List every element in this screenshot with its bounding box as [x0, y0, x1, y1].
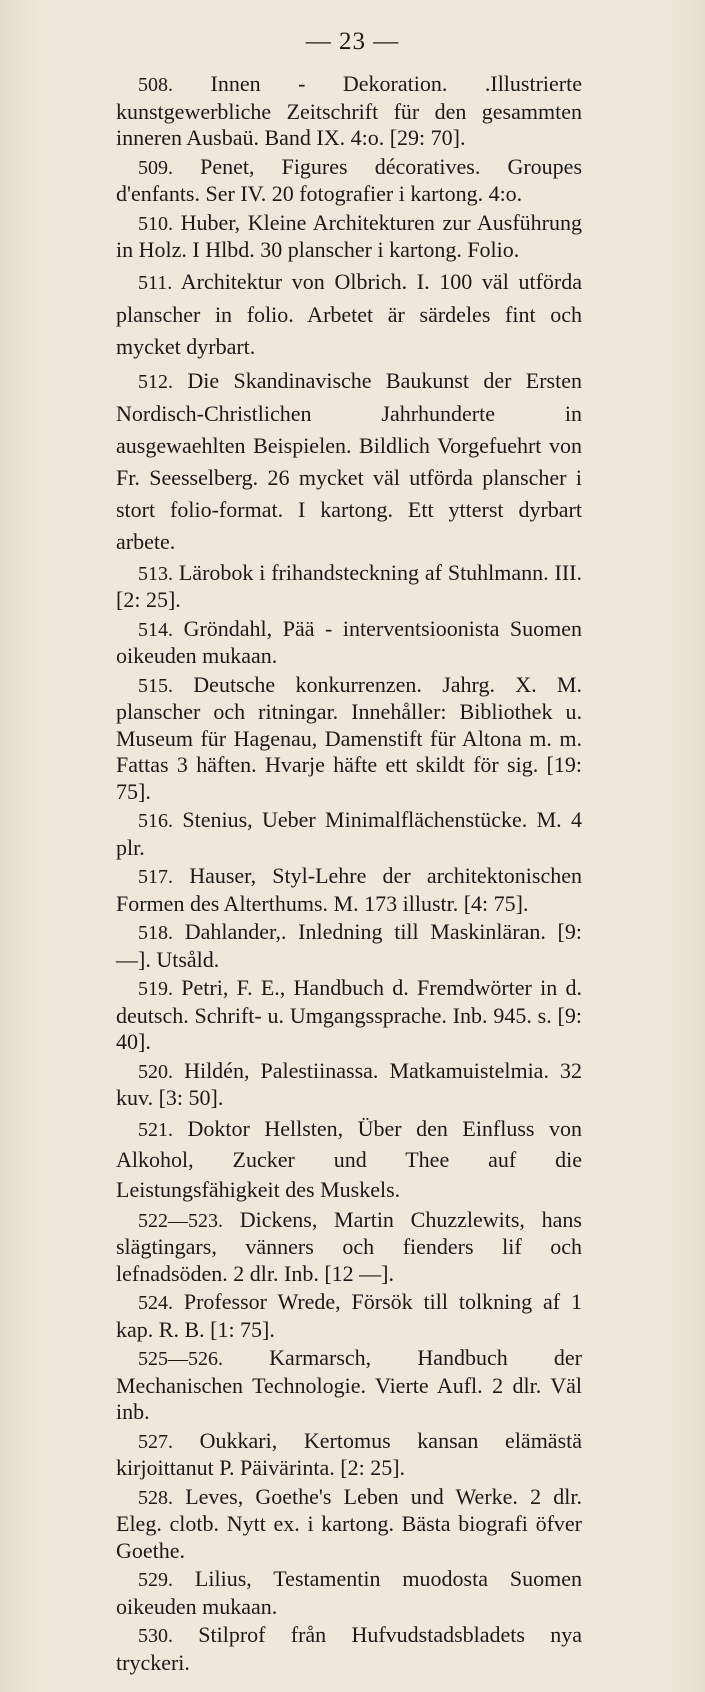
- entry-number: 518.: [138, 922, 173, 944]
- entry-516: [116, 807, 582, 861]
- entry-text: Penet, Figures décoratives. Groupes d'enfants. Ser IV. 20 fotografier i kartong. 4:o.: [116, 153, 583, 206]
- entry-number: 521.: [138, 1118, 173, 1141]
- entry-text: Architektur von Olbrich. I. 100 väl utförda planscher in folio. Arbetet är särdeles fint och mycket dyrbart.: [116, 268, 582, 359]
- entry-text: Innen - Dekoration. .Illustrierte kunstgewerbliche Zeitschrift für den gesammten inneren Ausbaü. Band IX. 4:o. [29: 70].: [116, 71, 583, 150]
- entry-number: 527.: [138, 1430, 173, 1453]
- entry-text: Stenius, Ueber Minimalflächenstücke. M. 4 plr.: [116, 807, 582, 860]
- entry-number: 525—526.: [138, 1348, 223, 1370]
- entry-list: [116, 71, 582, 1678]
- page-number: — 23 —: [305, 28, 400, 55]
- entry-text: Oukkari, Kertomus kansan elämästä kirjoittanut P. Päivärinta. [2: 25].: [116, 1427, 583, 1480]
- entry-number: 530.: [138, 1625, 173, 1647]
- entry-text: Hauser, Styl-Lehre der architektonischen Formen des Alterthums. M. 173 illustr. [4: 75].: [116, 863, 582, 916]
- entry-number: 509.: [138, 156, 173, 179]
- entry-text: Die Skandinavische Baukunst der Ersten Nordisch-Christlichen Jahrhunderte in ausgewaehlten Beispielen. Bildlich Vorgefuehrt von Fr. Seesselberg. 26 mycket väl utförda planscher i stort folio-format. I kartong. Ett ytterst dyrbart arbete.: [116, 367, 582, 554]
- entry-text: Petri, F. E., Handbuch d. Fremdwörter in d. deutsch. Schrift- u. Umgangssprache. Inb. 945. s. [9: 40].: [116, 975, 583, 1054]
- entry-text: Doktor Hellsten, Über den Einfluss von Alkohol, Zucker und Thee auf die Leistungsfähigkeit des Muskels.: [116, 1115, 582, 1202]
- entry-508: [116, 71, 582, 152]
- entry-text: Stilprof från Hufvudstadsbladets nya tryckeri.: [116, 1622, 582, 1675]
- entry-text: Dahlander,. Inledning till Maskinläran. [9: —]. Utsåld.: [116, 919, 582, 972]
- entry-number: 520.: [138, 1060, 173, 1083]
- entry-528: [116, 1484, 582, 1565]
- entry-number: 508.: [138, 74, 173, 96]
- entry-text: Huber, Kleine Architekturen zur Ausführung in Holz. I Hlbd. 30 planscher i kartong. Folio.: [116, 209, 582, 262]
- entry-text: Gröndahl, Pää - interventsioonista Suomen oikeuden mukaan.: [116, 615, 582, 668]
- entry-number: 516.: [138, 810, 173, 832]
- entry-text: Dickens, Martin Chuzzlewits, hans slägtingars, vänners och fienders lif och lefnadsöden. 2 dlr. Inb. [12 —].: [116, 1206, 582, 1286]
- entry-522-523: [116, 1207, 582, 1288]
- entry-517: [116, 863, 582, 917]
- entry-number: 512.: [138, 370, 173, 393]
- entry-511: [116, 266, 582, 363]
- entry-text: Leves, Goethe's Leben und Werke. 2 dlr. Eleg. clotb. Nytt ex. i kartong. Bästa biografi öfver Goethe.: [116, 1483, 582, 1563]
- entry-number: 510.: [138, 212, 173, 235]
- entry-512: [116, 365, 582, 558]
- entry-number: 524.: [138, 1292, 173, 1314]
- entry-509: [116, 154, 582, 208]
- entry-text: Lilius, Testamentin muodosta Suomen oikeuden mukaan.: [116, 1566, 582, 1619]
- entry-527: [116, 1428, 582, 1482]
- entry-text: Karmarsch, Handbuch der Mechanischen Technologie. Vierte Aufl. 2 dlr. Väl inb.: [116, 1345, 583, 1424]
- entry-number: 528.: [138, 1486, 173, 1509]
- entry-number: 522—523.: [138, 1209, 223, 1232]
- entry-524: [116, 1289, 582, 1343]
- entry-number: 529.: [138, 1569, 173, 1591]
- entry-521: [116, 1114, 582, 1205]
- entry-514: [116, 616, 582, 670]
- entry-text: Deutsche konkurrenzen. Jahrg. X. M. planscher och ritningar. Innehåller: Bibliothek u. Museum für Hagenau, Damenstift für Altona m. m. Fattas 3 häften. Hvarje häfte ett skildt för sig. [19: 75].: [116, 671, 582, 804]
- entry-510: [116, 210, 582, 264]
- entry-518: [116, 919, 582, 973]
- entry-number: 519.: [138, 978, 173, 1000]
- entry-515: [116, 672, 582, 806]
- entry-number: 514.: [138, 618, 173, 641]
- entry-519: [116, 975, 582, 1056]
- entry-number: 513.: [138, 562, 173, 585]
- entry-530: [116, 1622, 582, 1676]
- entry-number: 517.: [138, 866, 173, 888]
- entry-text: Hildén, Palestiinassa. Matkamuistelmia. 32 kuv. [3: 50].: [116, 1057, 582, 1110]
- entry-number: 515.: [138, 674, 173, 697]
- entry-529: [116, 1566, 582, 1620]
- entry-525-526: [116, 1345, 582, 1426]
- entry-513: [116, 560, 582, 614]
- entry-520: [116, 1058, 582, 1112]
- entry-text: Lärobok i frihandsteckning af Stuhlmann. III. [2: 25].: [116, 559, 582, 612]
- entry-text: Professor Wrede, Försök till tolkning af 1 kap. R. B. [1: 75].: [116, 1289, 583, 1342]
- entry-number: 511.: [138, 271, 173, 294]
